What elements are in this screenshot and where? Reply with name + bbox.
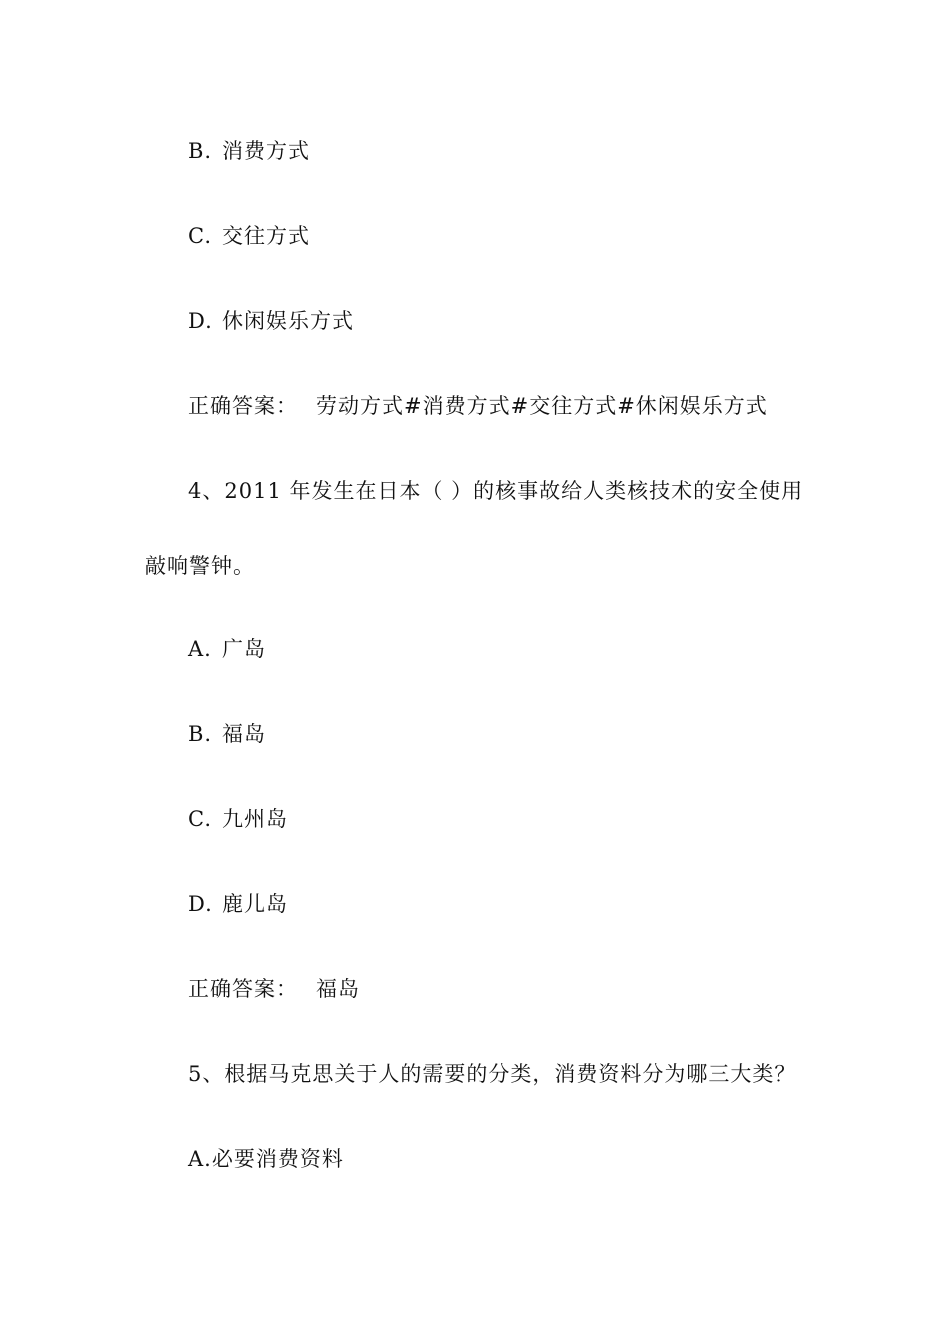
option-label: C. (188, 807, 212, 831)
q5-option-a: A.必要消费资料 (188, 1147, 344, 1171)
option-text: 福岛 (222, 722, 266, 746)
option-label: D. (188, 892, 213, 916)
q4-option-b (188, 719, 266, 749)
option-text: 九州岛 (222, 807, 288, 831)
q5-stem: 5、根据马克思关于人的需要的分类，消费资料分为哪三大类？ (188, 1062, 797, 1086)
q3-correct-answer (188, 391, 768, 421)
q3-option-d (188, 306, 354, 336)
q3-option-c (188, 221, 310, 251)
q3-option-b (188, 136, 310, 166)
q4-stem-line2: 敲响警钟。 (145, 554, 255, 578)
answer-text: 劳动方式#消费方式#交往方式#休闲娱乐方式 (316, 394, 768, 418)
option-text: 交往方式 (222, 224, 310, 248)
option-label: B. (188, 139, 213, 163)
q4-option-a (188, 634, 266, 664)
answer-label: 正确答案： (188, 394, 298, 418)
q4-option-d (188, 889, 288, 919)
option-text: 休闲娱乐方式 (222, 309, 354, 333)
answer-label: 正确答案： (188, 977, 298, 1001)
option-text: 广岛 (222, 637, 266, 661)
answer-text: 福岛 (316, 977, 360, 1001)
option-label: A. (188, 637, 212, 661)
option-text: 鹿儿岛 (222, 892, 288, 916)
q4-correct-answer (188, 974, 360, 1004)
option-text: 消费方式 (222, 139, 310, 163)
option-label: B. (188, 722, 213, 746)
q4-option-c (188, 804, 288, 834)
option-label: D. (188, 309, 213, 333)
option-label: C. (188, 224, 212, 248)
q4-stem-line1: 4、2011 年发生在日本（ ）的核事故给人类核技术的安全使用 (188, 479, 804, 503)
